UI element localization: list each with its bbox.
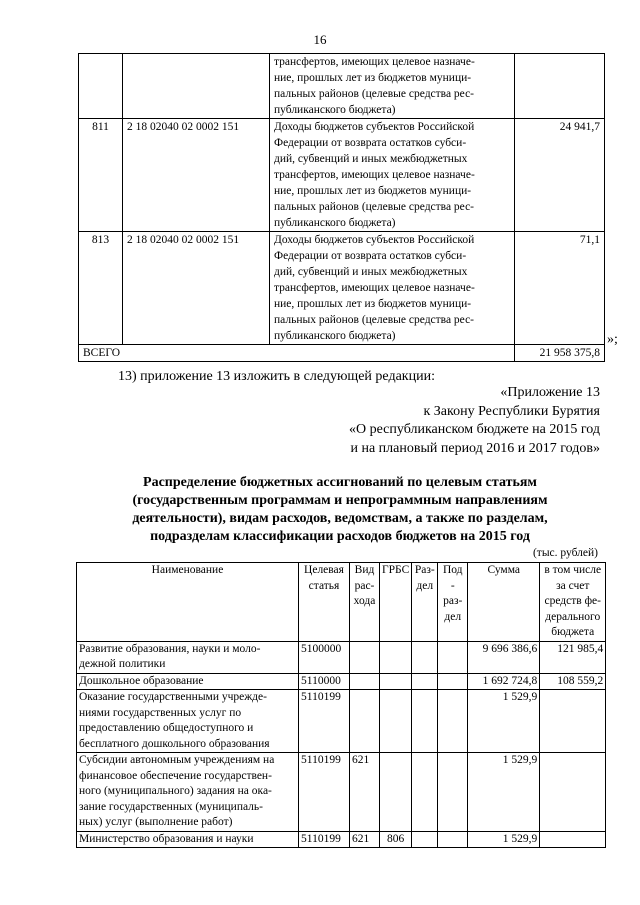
name-line: трансфертов, имеющих целевое назначе- xyxy=(274,169,475,181)
name-line: Федерации от возврата остатков субси- xyxy=(274,137,467,149)
razdel-cell xyxy=(412,690,438,753)
item-13-text: 13) приложение 13 изложить в следующей редакции: xyxy=(118,369,435,384)
name-cell xyxy=(77,690,299,753)
name-line: зание государственных (муниципаль- xyxy=(79,800,263,813)
razdel-cell xyxy=(412,673,438,690)
federal-cell xyxy=(540,753,606,832)
grbs-cell xyxy=(380,690,412,753)
sum-cell: 71,1 xyxy=(515,232,605,345)
header-sum: Сумма xyxy=(468,563,540,642)
name-line: пальных районов (целевые средства рес- xyxy=(274,314,475,326)
table-row xyxy=(77,753,606,832)
name-line: ние, прошлых лет из бюджетов муници- xyxy=(274,298,472,310)
name-line: Развитие образования, науки и моло- xyxy=(79,642,261,655)
name-cell xyxy=(77,641,299,673)
code-cell: 2 18 02040 02 0002 151 xyxy=(123,232,270,345)
name-cell xyxy=(270,54,515,119)
name-line: ных) услуг (выполнение работ) xyxy=(79,816,233,828)
name-line: Дошкольное образование xyxy=(79,674,204,687)
name-line: ниями государственных услуг по xyxy=(79,706,242,719)
name-cell xyxy=(270,119,515,232)
name-line: Федерации от возврата остатков субси- xyxy=(274,250,467,262)
name-line: ние, прошлых лет из бюджетов муници- xyxy=(274,72,472,84)
name-line: Оказание государственными учрежде- xyxy=(79,691,267,703)
heading-line: Распределение бюджетных ассигнований по целевым статьям xyxy=(143,475,537,490)
grbs-cell xyxy=(79,54,123,119)
sum-cell: 1 529,9 xyxy=(468,753,540,832)
razdel-cell xyxy=(412,831,438,848)
federal-cell xyxy=(540,690,606,753)
name-line: финансовое обеспечение государствен- xyxy=(79,769,272,782)
code-cell: 2 18 02040 02 0002 151 xyxy=(123,119,270,232)
total-sum: 21 958 375,8 xyxy=(515,345,605,362)
name-line: Доходы бюджетов субъектов Российской xyxy=(274,234,475,246)
podrazdel-cell xyxy=(438,641,468,673)
document-heading xyxy=(90,474,590,546)
vid-cell: 621 xyxy=(350,831,380,848)
table-row xyxy=(77,673,606,690)
grbs-cell: 811 xyxy=(79,119,123,232)
units-label: (тыс. рублей) xyxy=(532,547,598,559)
annex-line: «Приложение 13 xyxy=(500,385,600,400)
sum-cell: 9 696 386,6 xyxy=(468,641,540,673)
podrazdel-cell xyxy=(438,753,468,832)
page-number: 16 xyxy=(313,32,327,47)
podrazdel-cell xyxy=(438,831,468,848)
vid-cell xyxy=(350,690,380,753)
annex-line: и на плановый период 2016 и 2017 годов» xyxy=(350,440,600,456)
vid-cell xyxy=(350,673,380,690)
federal-cell: 108 559,2 xyxy=(540,673,606,690)
target-cell: 5100000 xyxy=(299,641,350,673)
revenue-table xyxy=(78,53,605,362)
header-target: Целевая статья xyxy=(299,563,350,642)
federal-cell xyxy=(540,831,606,848)
name-cell xyxy=(270,232,515,345)
target-cell: 5110199 xyxy=(299,831,350,848)
heading-line: (государственным программам и непрограммным направлениям xyxy=(132,493,548,508)
razdel-cell xyxy=(412,753,438,832)
name-line: предоставлению общедоступного и xyxy=(79,722,254,734)
name-line: публиканского бюджета) xyxy=(274,104,396,116)
name-cell xyxy=(77,673,299,690)
sum-cell: 24 941,7 xyxy=(515,119,605,232)
vid-cell: 621 xyxy=(350,753,380,832)
name-cell xyxy=(77,753,299,832)
header-razdel: Раз- дел xyxy=(412,563,438,642)
razdel-cell xyxy=(412,641,438,673)
name-line: дий, субвенций и иных межбюджетных xyxy=(274,153,468,165)
name-line: Субсидии автономным учреждениям на xyxy=(79,754,275,766)
code-cell xyxy=(123,54,270,119)
target-cell: 5110199 xyxy=(299,753,350,832)
name-line: ние, прошлых лет из бюджетов муници- xyxy=(274,185,472,197)
heading-line: подразделам классификации расходов бюджетов на 2015 год xyxy=(150,529,530,544)
table-row xyxy=(77,690,606,753)
vid-cell xyxy=(350,641,380,673)
name-line: трансфертов, имеющих целевое назначе- xyxy=(274,282,475,294)
sum-cell: 1 692 724,8 xyxy=(468,673,540,690)
table-row xyxy=(79,54,605,119)
header-federal: в том числе за счет средств фе- дерального бюджета xyxy=(540,563,606,642)
grbs-cell: 806 xyxy=(380,831,412,848)
closing-quote: »; xyxy=(607,332,618,347)
name-line: публиканского бюджета) xyxy=(274,217,396,229)
target-cell: 5110199 xyxy=(299,690,350,753)
header-podrazdel: Под - раз- дел xyxy=(438,563,468,642)
name-line: пальных районов (целевые средства рес- xyxy=(274,201,475,213)
name-line: Доходы бюджетов субъектов Российской xyxy=(274,121,475,133)
name-line: дежной политики xyxy=(79,658,166,670)
name-cell xyxy=(77,831,299,848)
name-line: трансфертов, имеющих целевое назначе- xyxy=(274,56,475,68)
grbs-cell xyxy=(380,641,412,673)
name-line: пальных районов (целевые средства рес- xyxy=(274,88,475,100)
annex-header xyxy=(349,384,600,458)
target-cell: 5110000 xyxy=(299,673,350,690)
name-line: Министерство образования и науки xyxy=(79,832,254,845)
podrazdel-cell xyxy=(438,673,468,690)
table-row xyxy=(79,232,605,345)
header-vid: Вид рас- хода xyxy=(350,563,380,642)
sum-cell: 1 529,9 xyxy=(468,690,540,753)
grbs-cell xyxy=(380,673,412,690)
table-row xyxy=(77,831,606,848)
podrazdel-cell xyxy=(438,690,468,753)
header-name: Наименование xyxy=(77,563,299,642)
table-header-row xyxy=(77,563,606,642)
table-row xyxy=(77,641,606,673)
sum-cell xyxy=(515,54,605,119)
grbs-cell xyxy=(380,753,412,832)
heading-line: деятельности), видам расходов, ведомствам, а также по разделам, xyxy=(132,511,548,526)
table-row xyxy=(79,119,605,232)
name-line: ного (муниципального) задания на ока- xyxy=(79,785,272,797)
header-grbs: ГРБС xyxy=(380,563,412,642)
budget-table xyxy=(76,562,606,848)
federal-cell: 121 985,4 xyxy=(540,641,606,673)
name-line: бесплатного дошкольного образования xyxy=(79,737,270,750)
total-label: ВСЕГО xyxy=(79,345,515,362)
name-line: публиканского бюджета) xyxy=(274,330,396,342)
annex-line: «О республиканском бюджете на 2015 год xyxy=(349,422,600,437)
name-line: дий, субвенций и иных межбюджетных xyxy=(274,266,468,278)
annex-line: к Закону Республики Бурятия xyxy=(423,403,600,419)
grbs-cell: 813 xyxy=(79,232,123,345)
sum-cell: 1 529,9 xyxy=(468,831,540,848)
total-row xyxy=(79,345,605,362)
